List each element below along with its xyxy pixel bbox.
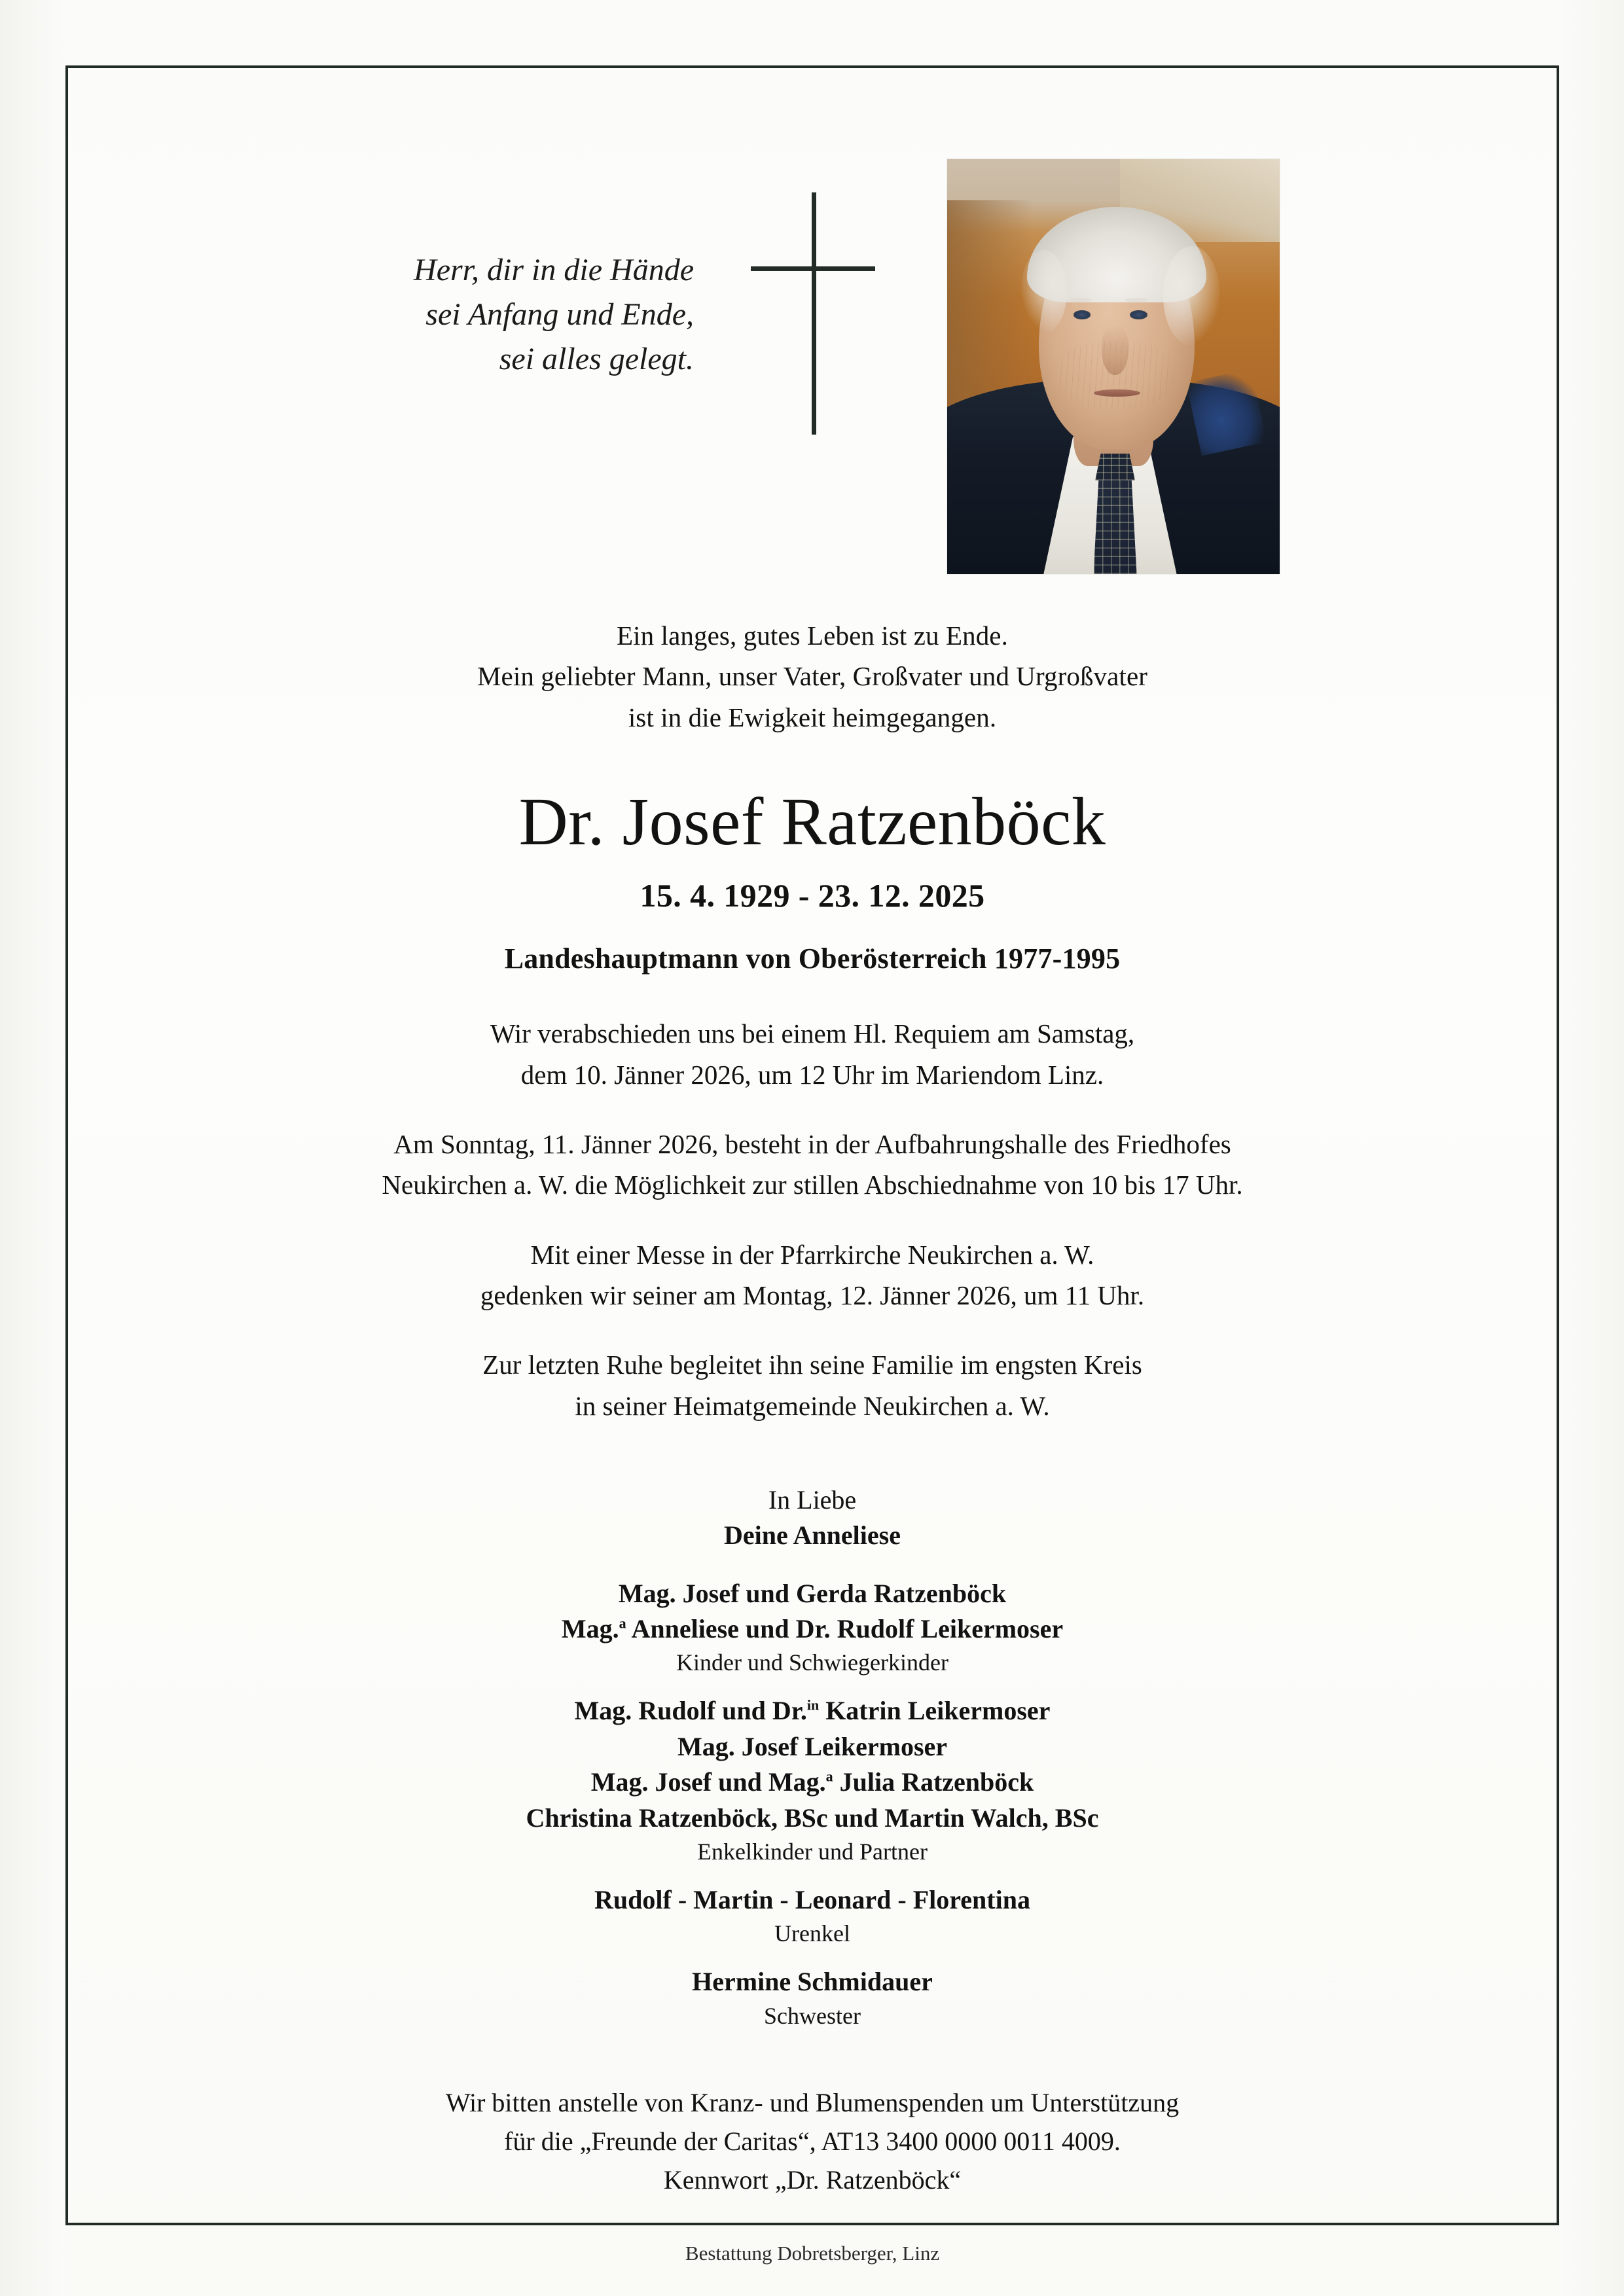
deceased-dates: 15. 4. 1929 - 23. 12. 2025 (640, 877, 985, 914)
viewing-details (65, 1124, 1559, 1206)
cross-vertical-bar (812, 192, 816, 435)
deceased-role: Landeshauptmann von Oberösterreich 1977-1995 (504, 942, 1121, 975)
grandchild-line-3 (65, 1765, 1559, 1800)
donation-line-2: für die „Freunde der Caritas“, AT13 3400 0000 0011 4009. (504, 2126, 1121, 2156)
burial-details (65, 1344, 1559, 1426)
funeral-home-footer: Bestattung Dobretsberger, Linz (685, 2242, 940, 2265)
spacer (65, 1868, 1559, 1882)
mass-line-1: Mit einer Messe in der Pfarrkirche Neukirchen a. W. (530, 1239, 1094, 1270)
deceased-name: Dr. Josef Ratzenböck (518, 783, 1106, 859)
intro-line-1: Ein langes, gutes Leben ist zu Ende. (617, 620, 1008, 651)
obituary-content (65, 615, 1559, 2199)
grandchild-line-3-superscript: a (825, 1768, 833, 1785)
sister-label: Schwester (764, 2002, 861, 2029)
photo-tie-knot-pattern (1095, 454, 1135, 480)
christian-cross-icon (746, 192, 877, 435)
grandchild-line-3-rest: Julia Ratzenböck (833, 1767, 1034, 1797)
child-line-2-superscript: a (619, 1615, 626, 1632)
donation-line-1: Wir bitten anstelle von Kranz- und Blumenspenden um Unterstützung (445, 2087, 1180, 2117)
verse-line-2: sei Anfang und Ende, (425, 297, 694, 332)
verse-line-1: Herr, dir in die Hände (414, 253, 694, 287)
great-grandchildren-names: Rudolf - Martin - Leonard - Florentina (594, 1884, 1030, 1914)
header-area (65, 68, 1559, 611)
requiem-line-2: dem 10. Jänner 2026, um 12 Uhr im Mariendom Linz. (520, 1059, 1104, 1090)
mass-line-2: gedenken wir seiner am Montag, 12. Jänner 2026, um 11 Uhr. (480, 1280, 1145, 1310)
viewing-line-1: Am Sonntag, 11. Jänner 2026, besteht in der Aufbahrungshalle des Friedhofes (393, 1128, 1231, 1159)
in-love-label: In Liebe (768, 1484, 857, 1515)
cross-horizontal-bar (751, 266, 875, 271)
spacer (65, 1950, 1559, 1964)
children-label: Kinder und Schwiegerkinder (676, 1649, 948, 1676)
grandchild-line-4: Christina Ratzenböck, BSc und Martin Walch, BSc (526, 1803, 1099, 1833)
child-line-2-prefix: Mag. (561, 1614, 619, 1643)
spacer (65, 1679, 1559, 1693)
child-line-2-rest: Anneliese und Dr. Rudolf Leikermoser (626, 1614, 1064, 1643)
viewing-line-2: Neukirchen a. W. die Möglichkeit zur stillen Abschiednahme von 10 bis 17 Uhr. (382, 1170, 1243, 1200)
requiem-details (65, 1013, 1559, 1095)
scan-shading-left (0, 0, 65, 2296)
scan-shading-right (1559, 0, 1624, 2296)
photo-tie-body (1094, 478, 1137, 574)
spacer (65, 1554, 1559, 1576)
burial-line-1: Zur letzten Ruhe begleitet ihn seine Familie im engsten Kreis (482, 1350, 1142, 1380)
intro-text (65, 615, 1559, 738)
portrait-photo (947, 159, 1280, 574)
intro-line-2: Mein geliebter Mann, unser Vater, Großvater und Urgroßvater (477, 661, 1147, 692)
memorial-mass-details (65, 1234, 1559, 1316)
family-section (65, 1482, 1559, 2032)
grandchild-line-1-rest: Katrin Leikermoser (819, 1696, 1051, 1726)
verse-line-3: sei alles gelegt. (499, 342, 694, 377)
intro-line-3: ist in die Ewigkeit heimgegangen. (628, 702, 997, 732)
photo-eye-right (1130, 310, 1147, 319)
great-grandchildren-label: Urenkel (774, 1920, 850, 1947)
donation-line-3: Kennwort „Dr. Ratzenböck“ (663, 2164, 962, 2195)
grandchild-line-2: Mag. Josef Leikermoser (677, 1731, 948, 1761)
grandchildren-label: Enkelkinder und Partner (697, 1838, 928, 1865)
photo-eye-left (1074, 310, 1091, 319)
grandchild-line-1-superscript: in (806, 1697, 820, 1714)
child-line-2 (65, 1611, 1559, 1647)
requiem-line-1: Wir verabschieden uns bei einem Hl. Requiem am Samstag, (490, 1018, 1135, 1049)
photo-hair-right (1163, 246, 1219, 346)
sister-name: Hermine Schmidauer (692, 1967, 933, 1997)
photo-hair-left (1020, 250, 1067, 333)
photo-nose (1102, 325, 1128, 375)
burial-line-2: in seiner Heimatgemeinde Neukirchen a. W. (575, 1390, 1050, 1421)
grandchild-line-3-prefix: Mag. Josef und Mag. (590, 1767, 826, 1797)
widow-name: Deine Anneliese (724, 1520, 901, 1551)
grandchild-line-1-prefix: Mag. Rudolf und Dr. (574, 1696, 807, 1726)
photo-background-shadow (947, 200, 1034, 416)
grandchild-line-1 (65, 1693, 1559, 1729)
donation-request (65, 2083, 1559, 2200)
child-line-1: Mag. Josef und Gerda Ratzenböck (618, 1578, 1007, 1608)
memorial-verse (262, 248, 694, 382)
